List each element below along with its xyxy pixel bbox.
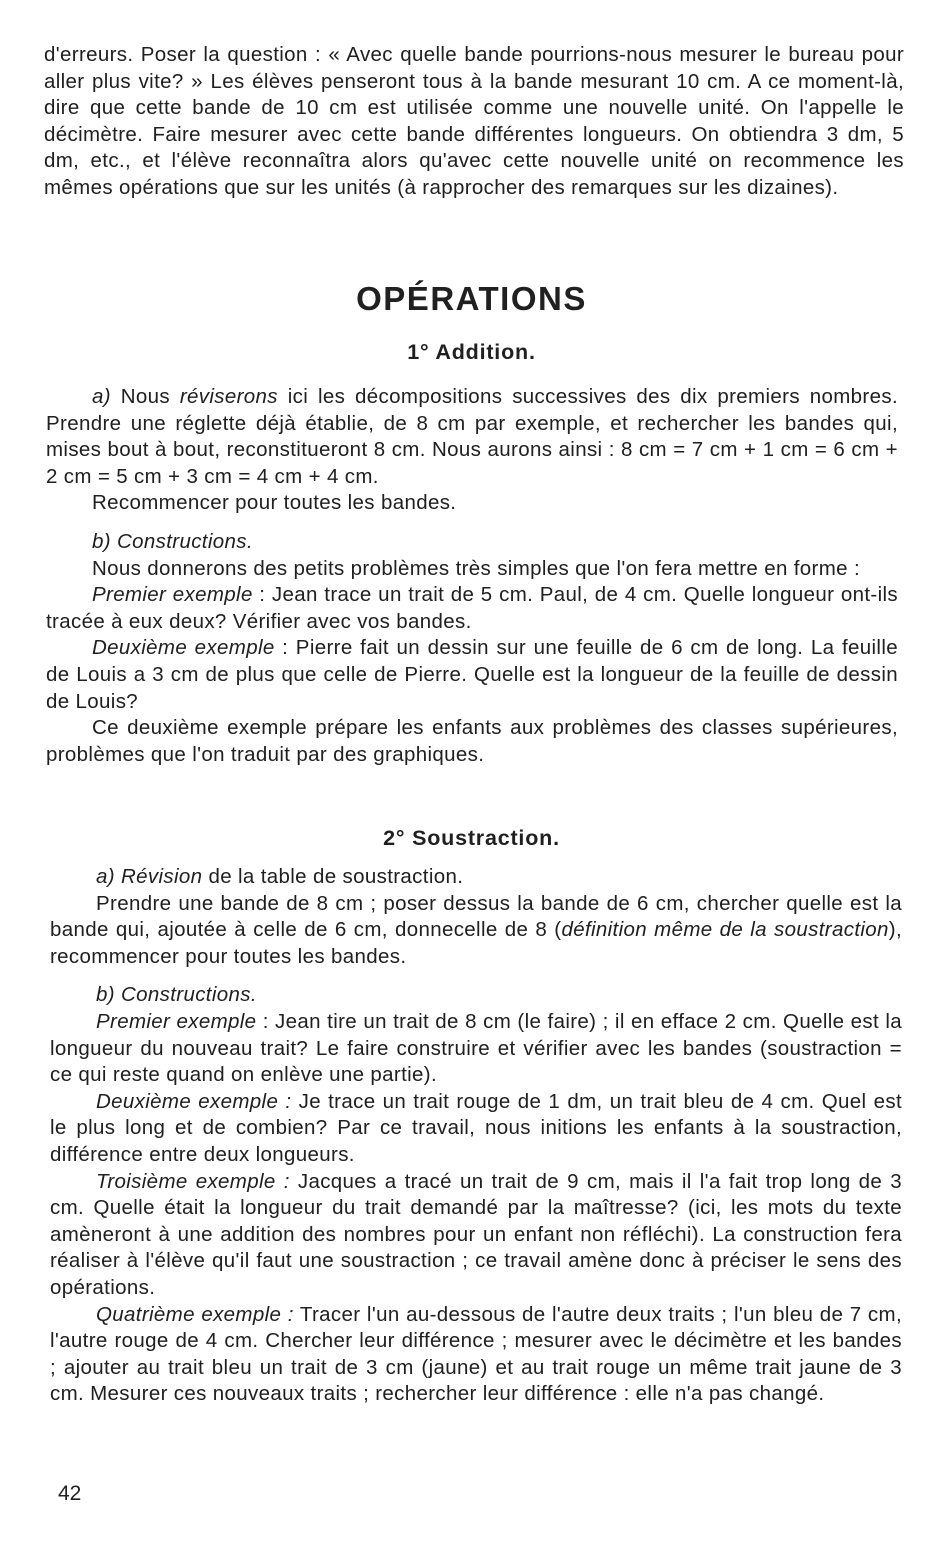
addition-ex1-text: : Jean trace un trait de 5 cm. Paul, de 4 cm. Quelle longueur ont-ils tracée à eux deux? Vérifier avec vos bandes.	[46, 583, 898, 633]
addition-b-title	[46, 529, 898, 556]
addition-example-1	[46, 582, 898, 635]
addition-a-text: ici les décompositions successives des dix premiers nombres. Prendre une réglette déjà établie, de 8 cm par exemple, et rechercher les bandes qui, mises bout à bout, reconstitueront 8 cm. Nous aurons ainsi : 8 cm = 7 cm + 1 cm = 6 cm + 2 cm = 5 cm + 3 cm = 4 cm + 4 cm.	[46, 385, 898, 488]
soustraction-ex3-label: Troisième exemple :	[96, 1169, 290, 1193]
addition-example-2-note: Ce deuxième exemple prépare les enfants aux problèmes des classes supérieures, problèmes que l'on traduit par des graphiques.	[46, 716, 898, 766]
addition-section	[46, 384, 898, 768]
soustraction-a-para-italic: définition même de la soustraction	[561, 918, 889, 942]
soustraction-a-para-post: ), recommencer pour toutes les bandes.	[50, 918, 903, 968]
addition-a-paragraph	[46, 384, 898, 490]
addition-b-title-text: b) Constructions.	[92, 529, 253, 553]
soustraction-ex4-label: Quatrième exemple :	[96, 1302, 294, 1326]
addition-example-2	[46, 635, 898, 715]
soustraction-b-title-text: b) Constructions.	[96, 983, 257, 1007]
soustraction-example-3	[50, 1169, 902, 1302]
intro-text: d'erreurs. Poser la question : « Avec quelle bande pourrions-nous mesurer le bureau pour aller plus vite? » Les élèves penseront tous à la bande mesurant 10 cm. A ce moment-là, dire que cette bande de 10 cm est utilisée comme une nouvelle unité. On l'appelle le décimètre. Faire mesurer avec cette bande différentes longueurs. On obtiendra 3 dm, 5 dm, etc., et l'élève reconnaîtra alors qu'avec cette nouvelle unité on recommence les mêmes opérations que sur les unités (à rapprocher des remarques sur les dizaines).	[44, 43, 904, 199]
soustraction-ex1-text: : Jean tire un trait de 8 cm (le faire) ; il en efface 2 cm. Quelle est la longueur du nouveau trait? Le faire construire et vérifier avec les bandes (soustraction = ce qui reste quand on enlève une partie).	[50, 1009, 902, 1087]
soustraction-a-paragraph	[50, 891, 902, 971]
addition-ex1-label: Premier exemple	[92, 583, 253, 607]
addition-ex2-text: : Pierre fait un dessin sur une feuille de 6 cm de long. La feuille de Louis a 3 cm de plus que celle de Pierre. Quelle est la longueur de la feuille de dessin de Louis?	[46, 636, 898, 713]
addition-a-letter: a)	[92, 385, 111, 408]
soustraction-ex4-text: Tracer l'un au-dessous de l'autre deux traits ; l'un bleu de 7 cm, l'autre rouge de 4 cm. Chercher leur différence ; mesurer avec le décimètre et les bandes ; ajouter au trait bleu un trait de 3 cm (jaune) et au trait rouge un même trait jaune de 3 cm. Mesurer ces nouveaux traits ; rechercher leur différence : elle n'a pas changé.	[50, 1302, 902, 1406]
soustraction-ex1-label: Premier exemple	[96, 1009, 257, 1033]
soustraction-example-2	[50, 1089, 902, 1169]
addition-a-pre: Nous	[110, 385, 180, 408]
soustraction-example-4	[50, 1302, 902, 1408]
soustraction-a-italic: Révision	[114, 865, 203, 888]
page-number: 42	[58, 1482, 82, 1505]
soustraction-a-line	[50, 864, 902, 891]
addition-ex2-label: Deuxième exemple	[92, 636, 275, 660]
soustraction-a-letter: a)	[96, 865, 115, 888]
section-heading-soustraction: 2° Soustraction.	[383, 826, 560, 850]
section-heading-addition: 1° Addition.	[407, 340, 536, 364]
spacer	[50, 970, 902, 982]
intro-paragraph	[44, 42, 904, 202]
soustraction-a-text: de la table de soustraction.	[202, 865, 464, 888]
addition-a-again: Recommencer pour toutes les bandes.	[92, 491, 457, 515]
soustraction-ex3-text: Jacques a tracé un trait de 9 cm, mais il l'a fait trop long de 3 cm. Quelle était la longueur du trait demandé par la maîtresse? (ici, les mots du texte amèneront à une addition des nombres pour un enfant non réfléchi). La construction fera réaliser à l'élève qu'il faut une soustraction ; ce travail amène donc à préciser le sens des opérations.	[50, 1169, 902, 1299]
page-title: OPÉRATIONS	[356, 280, 587, 317]
soustraction-ex2-label: Deuxième exemple :	[96, 1089, 292, 1113]
soustraction-section	[50, 864, 902, 1408]
addition-b-intro: Nous donnerons des petits problèmes très simples que l'on fera mettre en forme :	[92, 556, 861, 580]
soustraction-a-para-pre: Prendre une bande de 8 cm ; poser dessus la bande de 6 cm, chercher quelle est la bande qui, ajoutée à celle de 6 cm, donnecelle de 8 (	[50, 891, 902, 942]
addition-a-italic: réviserons	[179, 385, 278, 408]
soustraction-ex2-text: Je trace un trait rouge de 1 dm, un trait bleu de 4 cm. Quel est le plus long et de combien? Par ce travail, nous initions les enfants à la soustraction, différence entre deux longueurs.	[50, 1089, 902, 1166]
spacer	[46, 517, 898, 529]
soustraction-b-title	[50, 982, 902, 1009]
soustraction-example-1	[50, 1009, 902, 1089]
